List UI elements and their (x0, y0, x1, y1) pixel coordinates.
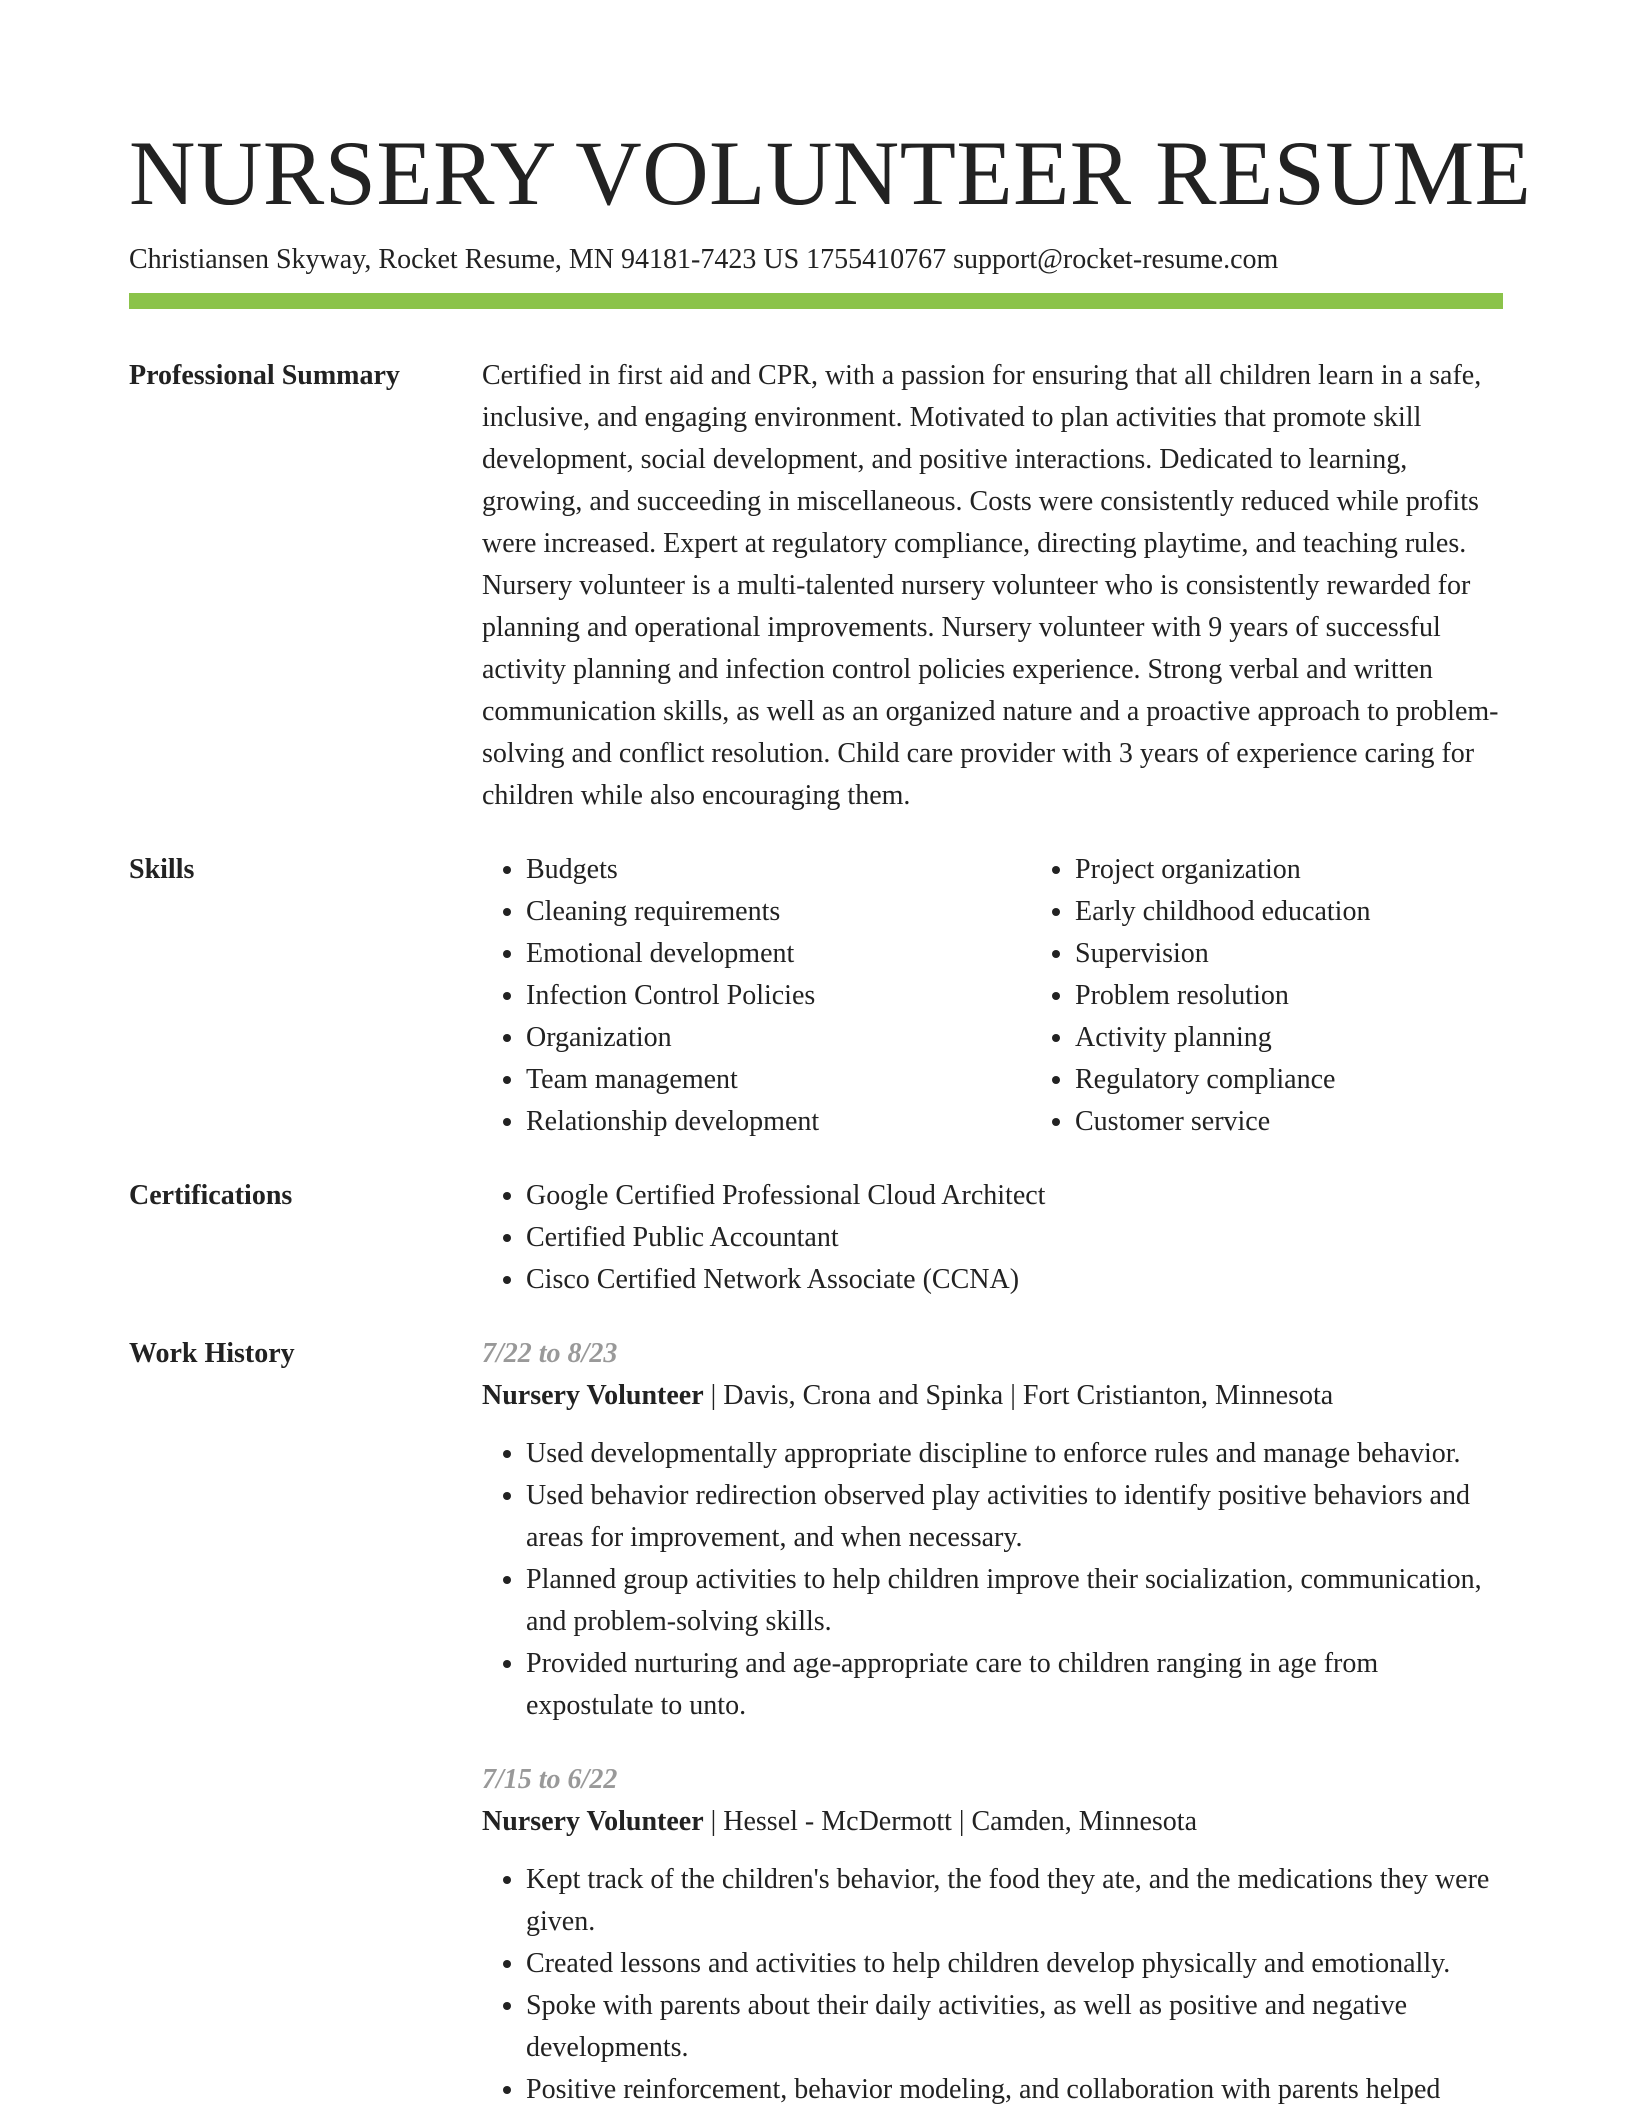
summary-section (129, 355, 1503, 817)
job-separator: | (703, 1806, 724, 1837)
skill-item: • Problem resolution (1075, 975, 1580, 1017)
job-company: Davis, Crona and Spinka (723, 1380, 1004, 1411)
job-company: Hessel - McDermott (723, 1806, 952, 1837)
job-bullet: • Spoke with parents about their daily activities, as well as positive and negative developments. (526, 1985, 1503, 2069)
job-heading (482, 1801, 1503, 1843)
job-dates: 7/22 to 8/23 (482, 1338, 618, 1369)
section-label-skills: Skills (129, 854, 195, 885)
contact-phone: 1755410767 (806, 244, 947, 275)
skill-item: • Cleaning requirements (526, 891, 1031, 933)
accent-divider (129, 293, 1503, 309)
certification-item: • Google Certified Professional Cloud Architect (526, 1175, 1503, 1217)
certifications-body (482, 1175, 1503, 1301)
job-bullet: • Kept track of the children's behavior, the food they ate, and the medications they were given. (526, 1859, 1503, 1943)
certification-item: • Cisco Certified Network Associate (CCNA) (526, 1259, 1503, 1301)
job-entry (482, 1759, 1503, 2111)
job-location: Camden, Minnesota (971, 1806, 1198, 1837)
skill-item: • Emotional development (526, 933, 1031, 975)
job-bullets (482, 1433, 1503, 1727)
job-dates: 7/15 to 6/22 (482, 1764, 618, 1795)
work-history-section (129, 1333, 1503, 2111)
skill-item: • Early childhood education (1075, 891, 1580, 933)
summary-text: Certified in first aid and CPR, with a passion for ensuring that all children learn in a safe, inclusive, and engaging environment. Motivated to plan activities that promote skill development, social development, and positive interactions. Dedicated to learning, growing, and succeeding in miscellaneous. Costs were consistently reduced while profits were increased. Expert at regulatory compliance, directing playtime, and teaching rules. Nursery volunteer is a multi-talented nursery volunteer who is consistently rewarded for planning and operational improvements. Nursery volunteer with 9 years of successful activity planning and infection control policies experience. Strong verbal and written communication skills, as well as an organized nature and a proactive approach to problem-solving and conflict resolution. Child care provider with 3 years of experience caring for children while also encouraging them. (482, 360, 1499, 811)
resume-title: NURSERY VOLUNTEER RESUME (129, 122, 1532, 224)
job-bullet: • Positive reinforcement, behavior modeling, and collaboration with parents helped (526, 2069, 1503, 2111)
job-bullet: • Planned group activities to help children improve their socialization, communication, and problem-solving skills. (526, 1559, 1503, 1643)
job-bullet: • Used developmentally appropriate discipline to enforce rules and manage behavior. (526, 1433, 1503, 1475)
section-label-work-history: Work History (129, 1338, 295, 1369)
skill-item: • Team management (526, 1059, 1031, 1101)
job-separator: | (1003, 1380, 1023, 1411)
section-label-certifications: Certifications (129, 1180, 293, 1211)
contact-email: support@rocket-resume.com (953, 244, 1279, 275)
skills-list-right (1031, 849, 1580, 1143)
section-label-summary: Professional Summary (129, 360, 400, 391)
skill-item: • Project organization (1075, 849, 1580, 891)
skill-item: • Budgets (526, 849, 1031, 891)
certifications-list (482, 1175, 1503, 1301)
certification-item: • Certified Public Accountant (526, 1217, 1503, 1259)
job-location: Fort Cristianton, Minnesota (1022, 1380, 1334, 1411)
skill-item: • Organization (526, 1017, 1031, 1059)
skill-item: • Infection Control Policies (526, 975, 1031, 1017)
skill-item: • Relationship development (526, 1101, 1031, 1143)
job-title: Nursery Volunteer (482, 1806, 704, 1837)
skill-item: • Supervision (1075, 933, 1580, 975)
skills-list-left (482, 849, 1031, 1143)
job-title: Nursery Volunteer (482, 1380, 704, 1411)
certifications-section (129, 1175, 1503, 1301)
job-bullet: • Used behavior redirection observed play activities to identify positive behaviors and areas for improvement, and when necessary. (526, 1475, 1503, 1559)
job-bullet: • Created lessons and activities to help children develop physically and emotionally. (526, 1943, 1503, 1985)
contact-line (129, 242, 1503, 278)
skills-section (129, 849, 1503, 1143)
job-separator: | (951, 1806, 972, 1837)
skill-item: • Activity planning (1075, 1017, 1580, 1059)
job-separator: | (703, 1380, 724, 1411)
skill-item: • Regulatory compliance (1075, 1059, 1580, 1101)
job-bullet: • Provided nurturing and age-appropriate care to children ranging in age from expostulate to unto. (526, 1643, 1503, 1727)
job-heading (482, 1375, 1503, 1417)
work-history-body (482, 1333, 1503, 2111)
job-bullets (482, 1859, 1503, 2111)
skills-grid (482, 849, 1580, 1143)
skill-item: • Customer service (1075, 1101, 1580, 1143)
contact-address: Christiansen Skyway, Rocket Resume, MN 94181-7423 US (129, 244, 800, 275)
summary-body (482, 355, 1503, 817)
job-entry (482, 1333, 1503, 1727)
